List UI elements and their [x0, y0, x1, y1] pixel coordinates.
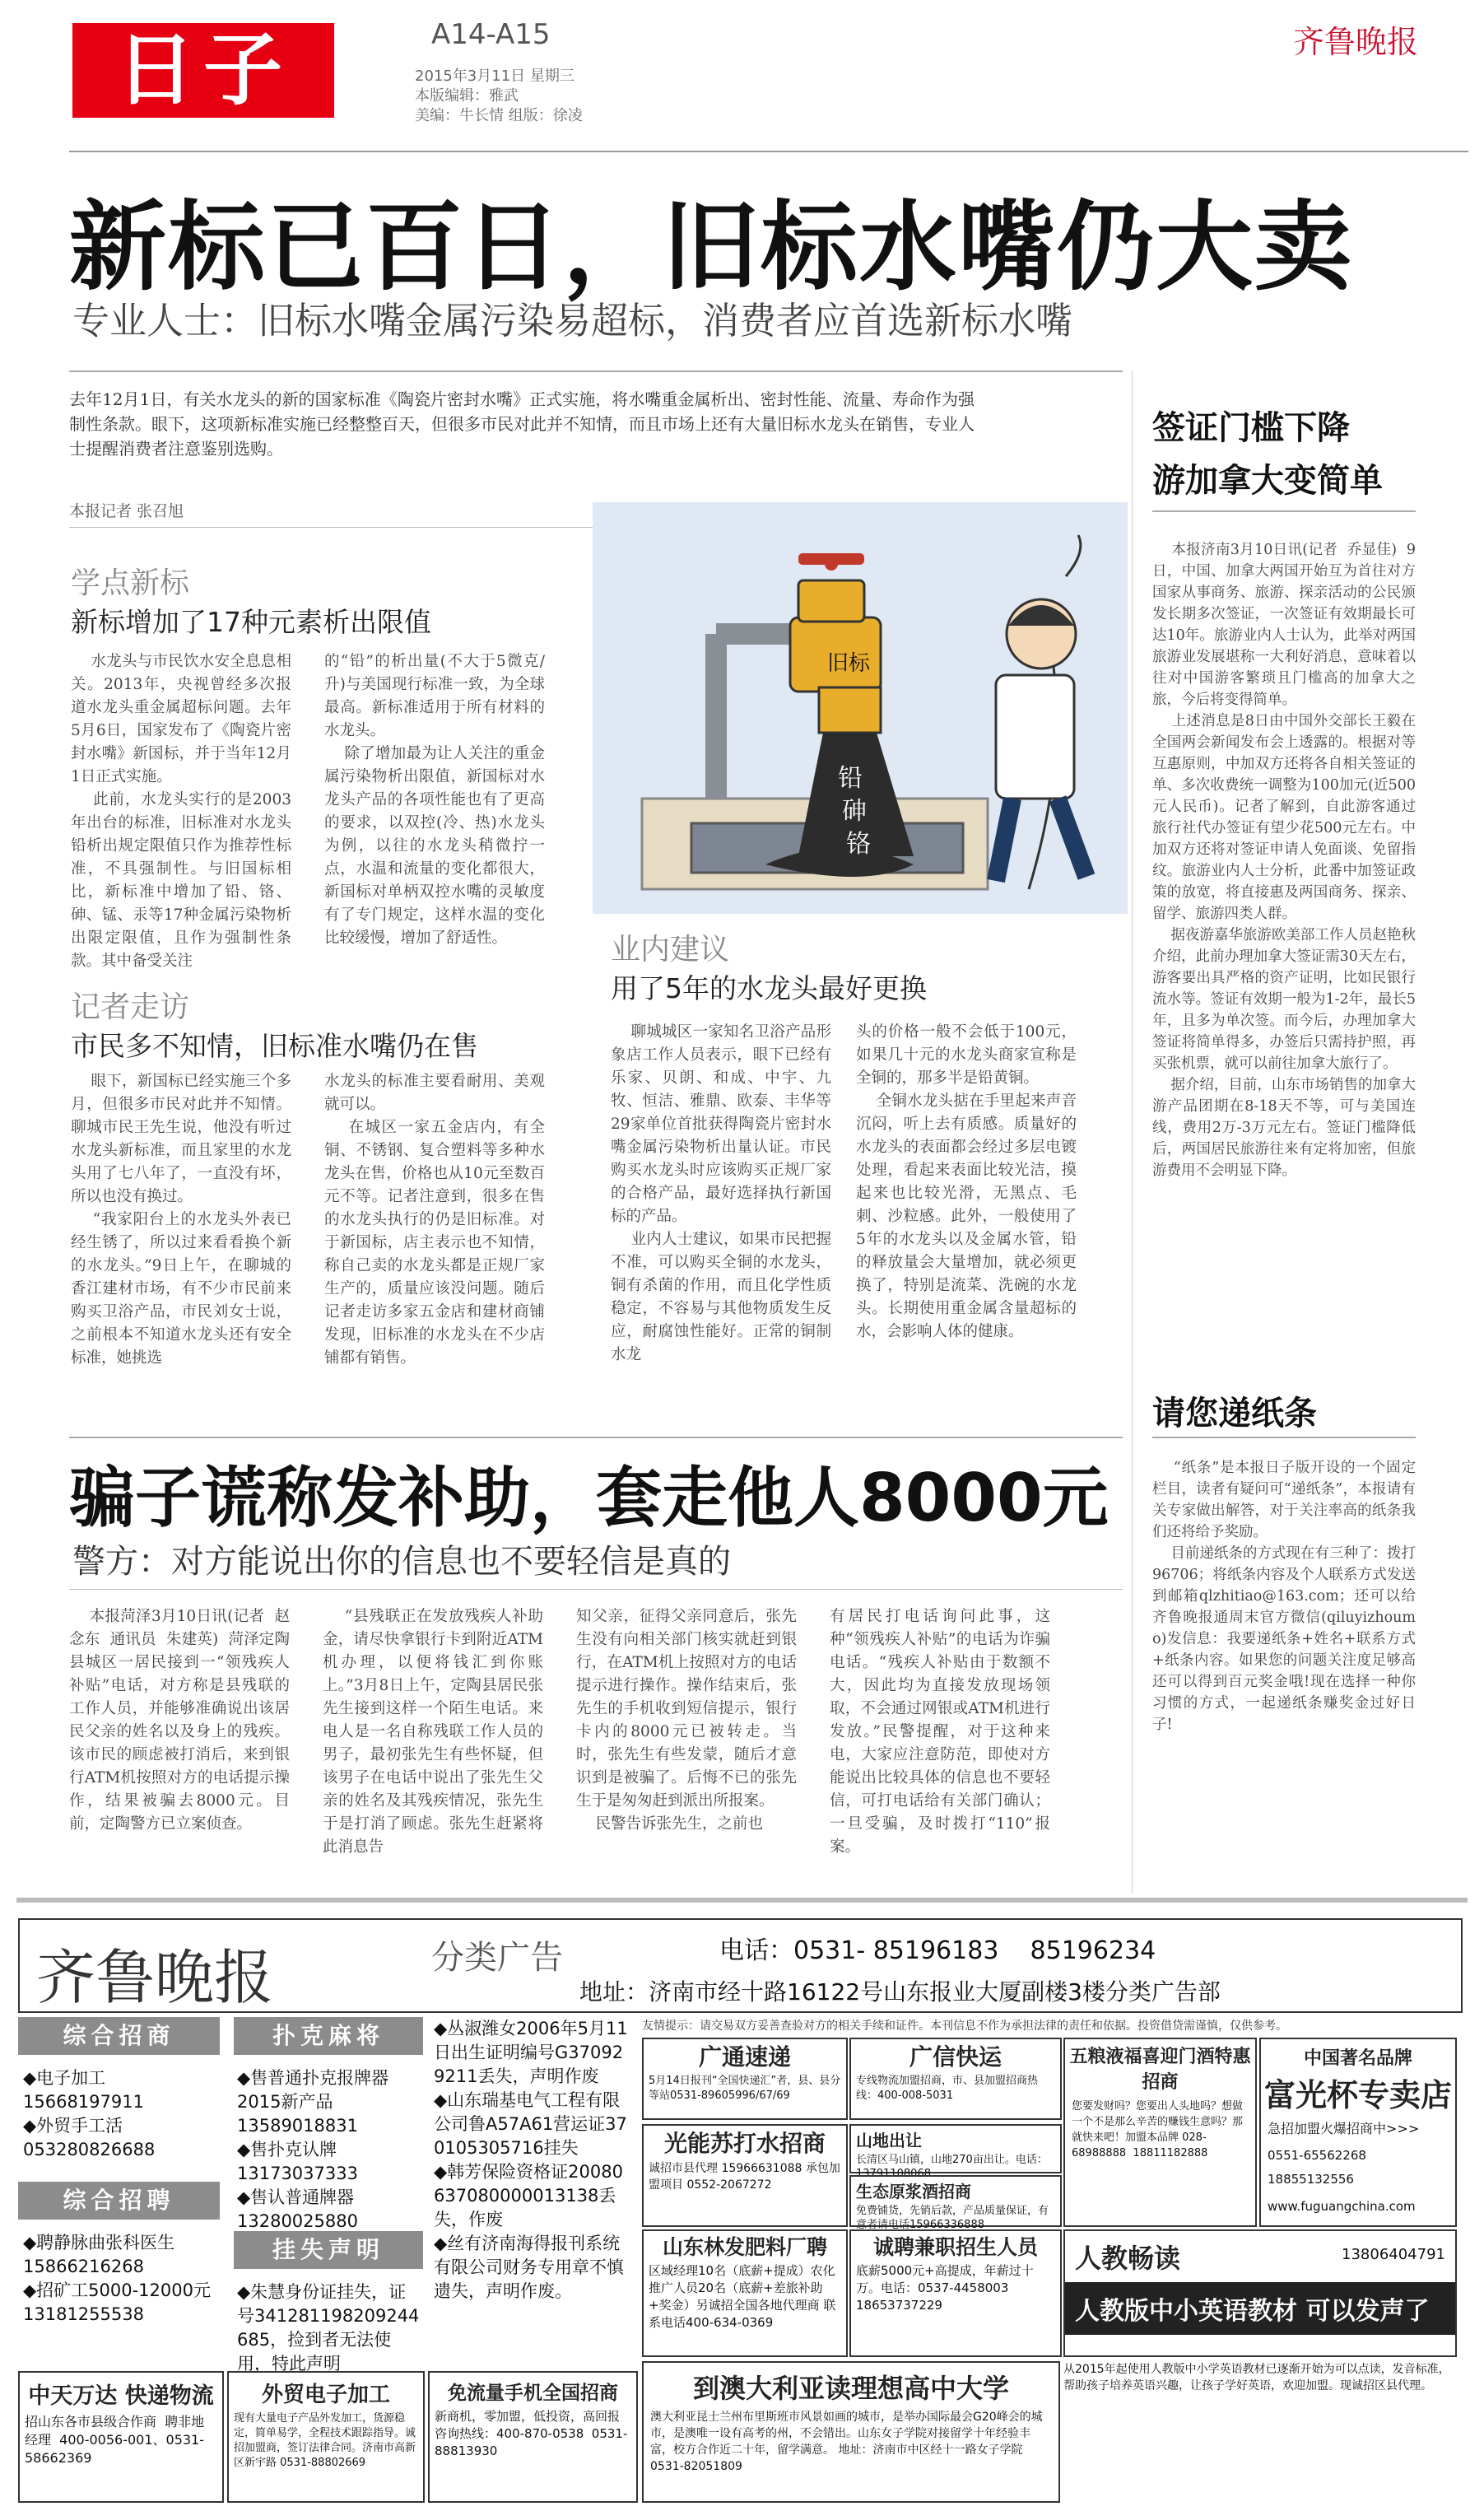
- fraud-col2: “县残联正在发放残疾人补助金，请尽快拿银行卡到附近ATM机办理，以便将钱汇到你账上。”3月8日上午，定陶县居民张先生接到这样一个陌生电话。来电人是一名自称残联工作人员的男子，最初张先生有些怀疑，但该男子在电话中说出了张先生父亲的姓名及其残疾情况，张先生于是打消了顾虑。张先生赶紧将此消息告: [323, 1608, 543, 1856]
- notes-body: “纸条”是本报日子版开设的一个固定栏目，读者有疑问可“递纸条”，本报请有关专家做出解答，对于关注率高的纸条我们还将给予奖励。 目前递纸条的方式现在有三种了：拨打96706；将纸条内容及个人联系方式发送到邮箱qlzhitiao@163.com；还可以给齐鲁晚报通周末官方微信(qiluyizhoumo)发信息：我要递纸条+姓名+联系方式+纸条内容。如果您的问题关注度足够高还可以得到百元奖金哦!现在选择一种你习惯的方式，一起递纸条赚奖金过好日子!: [1152, 1460, 1416, 1733]
- editor-credit: 本版编辑：雅武: [415, 87, 519, 105]
- listing-recruit: ◆聘静脉曲张科医生 15866216268 ◆招矿工5000-12000元 13181255538: [23, 2233, 211, 2324]
- ad-renjiao-note: 从2015年起使用人教版中小学英语教材已逐渐开始为可以点读，发音标准，帮助孩子培养英语兴趣，让孩子学好英语，欢迎加盟。现诚招区县代理。: [1063, 2363, 1450, 2392]
- listing-poker: ◆售普通扑克报牌器 2015新产品13589018831 ◆售扑克认牌 13173037333 ◆售认普通牌器 13280025880: [237, 2068, 389, 2231]
- ad-fuguang-brand: 富光杯专卖店: [1263, 2077, 1452, 2113]
- ad-guangnian-text: 诚招市县代理 15966631088 承包加盟项目 0552-2067272: [649, 2162, 840, 2192]
- ad-shandonglin-text: 区域经理10名（底薪+提成）农化推广人员20名（底薪+差旅补助+奖金）另诚招全国各地代理商 联系电话400-634-0369: [649, 2263, 836, 2330]
- visa-body: 本报济南3月10日讯(记者 乔显佳) 9日，中国、加拿大两国开始互为首往对方国家从事商务、旅游、探亲活动的公民颁发长期多次签证，一次签证有效期最长可达10年。旅游业内人士认为，此举对两国旅游业发展堪称一大利好消息，意味着以往对中国游客繁琐且门槛高的加拿大之旅，今后将变得简单。 上述消息是8日由中国外交部长王毅在全国两会新闻发布会上透露的。根据对等互惠原则，中加双方还将各自相关签证的单、多次收费统一调整为100加元(近500元人民币)。记者了解到，自此游客通过旅行社代办签证有望少花500元左右。中加双方还将对签证申请人免面谈、免留指纹。旅游业内人士分析，此番中加签证政策的放宽，将直接惠及两国商务、探亲、留学、旅游四类人群。 据夜游嘉华旅游欧美部工作人员赵艳秋介绍，此前办理加拿大签证需30天左右，游客要出具严格的资产证明，比如民银行流水等。签证有效期一般为1-2年，最长5年，且多为单次签。而今后，办理加拿大签证将简单得多，办签后只需持护照，再买张机票，就可以前往加拿大旅行了。 据介绍，目前，山东市场销售的加拿大游产品团期在8-18天不等，可与美国连线，费用2万-3万元左右。签证门槛降低后，两国居民旅游往来有定将加密，但旅游费用不会明显下降。: [1152, 542, 1416, 1179]
- ad-tongda-text: 5月14日报刊“全国快递汇”者，县、县分等站0531-89605996/67/69: [649, 2075, 841, 2102]
- notes-headline: 请您递纸条: [1152, 1395, 1317, 1433]
- ad-guangnian-title: 光能苏打水招商: [663, 2130, 826, 2157]
- pollutant-label-1: 铅: [838, 764, 863, 793]
- ad-mianliuliang-text: 新商机，零加盟，低投资，高回报 咨询热线：400-870-0538 0531-88813930: [435, 2409, 628, 2458]
- ad-shandonglin: [642, 2229, 848, 2357]
- ad-fuguang-url: www.fuguangchina.com: [1268, 2199, 1416, 2214]
- ad-shandi-text: 长清区马山镇，山地270亩出让。电话：13791108068: [856, 2154, 1048, 2180]
- ad-aodaliya-title: 到澳大利亚读理想高中大学: [692, 2373, 1009, 2404]
- fraud-top-divider: [69, 1437, 1123, 1438]
- ad-tongda: [642, 2038, 848, 2120]
- classifieds-phone: 电话：0531- 85196183 85196234: [719, 1936, 1156, 1965]
- lead-byline: 本报记者 张召旭: [69, 502, 184, 520]
- faucet-illustration: [593, 502, 1128, 914]
- section-visit-col1: 眼下，新国标已经实施三个多月，但很多市民对此并不知情。聊城市民王先生说，他没有听过水龙头新标准，而且家里的水龙头用了七八年了，一直没有坏，所以也没有换过。 “我家阳台上的水龙头外表已经生锈了，所以过来看看换个新的水龙头。”9日上午，在聊城的香江建材市场，有不少市民前来购买卫浴产品，市民刘女士说，之前根本不知道水龙头还有安全标准，她挑选: [71, 1073, 291, 1367]
- ad-zhongtian-text: 招山东各市县级合作商 聘非地经理 400-0056-001、0531-58662369: [25, 2414, 205, 2466]
- ad-xinxi-title: 广信快运: [909, 2043, 1002, 2071]
- lead-intro: 去年12月1日，有关水龙头的新的国家标准《陶瓷片密封水嘴》正式实施，将水嘴重金属析出、密封性能、流量、寿命作为强制性条款。眼下，这项新标准实施已经整整百天，但很多市民对此并不知情，而且市场上还有大量旧标水龙头在销售，专业人士提醒消费者注意鉴别选购。: [69, 389, 975, 459]
- newspaper-brand: 齐鲁晚报: [1292, 24, 1418, 60]
- section-label-advice: 业内建议: [611, 933, 730, 967]
- listing-investment: ◆电子加工15668197911 ◆外贸手工活 053280826688: [23, 2068, 156, 2159]
- banner-poker: 扑克麻将: [234, 2017, 423, 2055]
- ad-fuguang-title: 中国著名品牌: [1303, 2048, 1412, 2069]
- column-divider: [1132, 370, 1133, 1894]
- section-learn-col1: 水龙头与市民饮水安全息息相关。2013年，央视曾经多次报道水龙头重金属超标问题。去年5月6日，国家发布了《陶瓷片密封水嘴》新国标，并于当年12月1日正式实施。 此前，水龙头实行的是2003年出台的标准，旧标准对水龙头铅析出规定限值只作为推荐性标准，不具强制性。与旧国标相比，新标准中增加了铅、铬、砷、锰、汞等17种金属污染物析出限定限值，且作为强制性条款。其中备受关注: [71, 653, 291, 970]
- ad-fuguang: [1259, 2038, 1457, 2227]
- ad-waimao-text: 现有大量电子产品外发加工，货源稳定，简单易学，全程技术跟踪指导。诚招加盟商，签订法律合同。济南市高新区新宇路 0531-88802669: [234, 2412, 416, 2469]
- classifieds-separator: [16, 1898, 1468, 1903]
- section-title-advice: 用了5年的水龙头最好更换: [611, 972, 927, 1004]
- ad-fuguang-phone: 0551-65562268 18855132556: [1268, 2148, 1375, 2187]
- classifieds-address: 地址：济南市经十路16122号山东报业大厦副楼3楼分类广告部: [579, 1978, 1221, 2006]
- ad-renjiao-slogan: 人教版中小英语教材 可以发声了: [1065, 2282, 1455, 2335]
- classifieds-header: [18, 1918, 1463, 2013]
- ad-waimao-title: 外贸电子加工: [261, 2383, 390, 2407]
- ad-xinxi-text: 专线物流加盟招商，市、县加盟招商热线：400-008-5031: [856, 2075, 1039, 2102]
- ad-xinxi: [849, 2038, 1062, 2120]
- ad-shandi-title: 山地出让: [856, 2131, 922, 2150]
- section-visit-col2: 水龙头的标准主要看耐用、美观就可以。 在城区一家五金店内，有全铜、不锈钢、复合塑料等多种水龙头在售，价格也从10元至数百元不等。记者注意到，很多在售的水龙头执行的仍是旧标准。对于新国标，店主表示也不知情，称自己卖的水龙头都是正规厂家生产的，质量应该没问题。随后记者走访多家五金店和建材商铺发现，旧标准的水龙头在不少店铺都有销售。: [324, 1073, 545, 1367]
- visa-headline-line1: 签证门槛下降: [1152, 409, 1350, 447]
- ad-chengzhao: [849, 2229, 1062, 2357]
- top-divider: [69, 151, 1468, 152]
- lead-divider: [69, 370, 1123, 372]
- section-title-visit: 市民多不知情，旧标准水嘴仍在售: [71, 1030, 478, 1062]
- page-range: A14-A15: [431, 18, 551, 51]
- fraud-headline: 骗子谎称发补助，套走他人8000元: [69, 1460, 1109, 1536]
- lead-subheadline: 专业人士：旧标水嘴金属污染易超标，消费者应首选新标水嘴: [72, 299, 1073, 342]
- ad-renjiao-phone: 13806404791: [1342, 2246, 1445, 2263]
- section-logo: 日子: [72, 23, 334, 118]
- classifieds-title: 分类广告: [431, 1939, 563, 1977]
- ad-shandi: [849, 2124, 1062, 2180]
- ad-fuguang-sub: 急招加盟火爆招商中>>>: [1268, 2121, 1420, 2136]
- section-learn-col2: 的“铅”的析出量(不大于5微克/升)与美国现行标准一致，为全球最高。新标准适用于所有材料的水龙头。 除了增加最为让人关注的重金属污染物析出限值，新国标对水龙头产品的各项性能也有了更高的要求，以双控(冷、热)水龙头为例，以往的水龙头稍微拧一点，水温和流量的变化都很大，新国标对单柄双控水嘴的灵敏度有了专门规定，这样水温的变化比较缓慢，增加了舒适性。: [324, 653, 545, 947]
- fraud-subheadline: 警方：对方能说出你的信息也不要轻信是真的: [72, 1543, 731, 1581]
- fraud-col1: 本报菏泽3月10日讯(记者 赵念东 通讯员 朱建英) 菏泽定陶县城区一居民接到一“领残疾人补贴”电话，对方称是县残联的工作人员，并能够准确说出该居民父亲的姓名以及身上的残疾。该市民的顾虑被打消后，来到银行ATM机按照对方的电话提示操作，结果被骗去8000元。目前，定陶警方已立案侦查。: [69, 1608, 290, 1833]
- fraud-col3: 知父亲，征得父亲同意后，张先生没有向相关部门核实就赶到银行，在ATM机上按照对方的电话提示进行操作。操作结束后，张先生的手机收到短信提示，银行卡内的8000元已被转走。当时，张先生有些发蒙，随后才意识到是被骗了。后悔不已的张先生于是匆匆赶到派出所报案。 民警告诉张先生，之前也: [576, 1608, 797, 1833]
- pollutant-label-3: 铬: [846, 830, 871, 859]
- banner-lost: 挂失声明: [234, 2231, 423, 2269]
- ad-renjiao: [1063, 2229, 1457, 2357]
- ad-zhongtian-title: 中天万达 快递物流: [28, 2383, 214, 2409]
- section-title-learn: 新标增加了17种元素析出限值: [71, 606, 431, 638]
- fraud-divider: [69, 1589, 1123, 1590]
- visa-divider: [1152, 510, 1416, 512]
- ad-wuliang: [1063, 2038, 1257, 2227]
- ad-mianliuliang: [428, 2371, 638, 2503]
- classifieds-notice: 友情提示：请交易双方妥善查验对方的相关手续和证件。本刊信息不作为承担法律的责任和依据。投资借贷需谨慎，仅供参考。: [642, 2020, 1287, 2033]
- ad-zhongtian: [18, 2371, 224, 2503]
- notes-divider: [1152, 1437, 1416, 1438]
- ad-renjiao-title: 人教畅读: [1075, 2243, 1181, 2274]
- ad-wuliang-text: 您要发财吗？您要出人头地吗？想做一个不是那么辛苦的赚钱生意吗？那就快来吧！加盟本品牌 028-68988888 18811182888: [1072, 2100, 1244, 2159]
- pollutant-label-2: 砷: [842, 797, 867, 826]
- section-label-learn: 学点新标: [71, 566, 190, 600]
- ad-mianliuliang-title: 免流量手机全国招商: [448, 2383, 618, 2404]
- fraud-col4: 有居民打电话询问此事，这种“领残疾人补贴”的电话为诈骗电话。“残疾人补贴由于数额不大，因此均为直接发放现场领取，不会通过网银或ATM机进行发放。”民警提醒，对于这种来电，大家应注意防范，即使对方能说出比较具体的信息也不要轻信，可打电话给有关部门确认；一旦受骗，及时拨打“110”报案。: [830, 1608, 1050, 1856]
- section-advice-col2: 头的价格一般不会低于100元，如果几十元的水龙头商家宣称是全铜的，那多半是铅黄铜。 全铜水龙头掂在手里起来声音沉闷，听上去有质感。质量好的水龙头的表面都会经过多层电镀处理，看起来表面比较光洁，摸起来也比较光滑，无黑点、毛刺、沙粒感。此外，一般使用了5年的水龙头以及金属水管，铅的释放量会大量增加，就必须更换了，特别是流菜、洗碗的水龙头。长期使用重金属含量超标的水，会影响人体的健康。: [856, 1023, 1077, 1340]
- ad-shengtai-text: 免费铺货，先销后款，产品质量保证，有意者请电话15966336888: [856, 2205, 1049, 2231]
- illustration-label: 旧标: [827, 651, 871, 676]
- ad-shengtai: [849, 2175, 1062, 2231]
- listing-lost-id: ◆朱慧身份证挂失，证号341281198209244685，捡到者无法使用，特此声明: [237, 2282, 420, 2374]
- classifieds-brand: 齐鲁晚报: [36, 1943, 274, 2012]
- ad-aodaliya-text: 澳大利亚昆士兰州布里斯班市风景如画的城市，是举办国际最会G20峰会的城市，是澳唯一设有高考的州，不会错出。山东女子学院对接留学十年经验丰富，校方合作近二十年，留学满意。 地址：济南市中区经十一路女子学院 0531-82051809: [650, 2411, 1043, 2473]
- ad-tongda-title: 广通速递: [698, 2043, 791, 2071]
- ad-shengtai-title: 生态原浆酒招商: [856, 2182, 971, 2201]
- ad-chengzhao-text: 底薪5000元+高提成，年薪过十万。电话：0537-4458003 18653737229: [856, 2263, 1034, 2313]
- ad-wuliang-title: 五粮液福喜迎门酒特惠招商: [1069, 2047, 1251, 2093]
- ad-guangnian: [642, 2124, 848, 2227]
- banner-recruit: 综合招聘: [18, 2182, 220, 2220]
- lead-headline: 新标已百日，旧标水嘴仍大卖: [69, 190, 1354, 304]
- section-label-visit: 记者走访: [71, 990, 190, 1024]
- visa-headline-line2: 游加拿大变简单: [1152, 462, 1383, 500]
- art-credit: 美编：牛长情 组版：徐凌: [415, 107, 583, 124]
- banner-investment: 综合招商: [18, 2017, 220, 2055]
- ad-shandonglin-title: 山东林发肥料厂聘: [662, 2235, 827, 2259]
- ad-waimao: [227, 2371, 425, 2503]
- section-advice-col1: 聊城城区一家知名卫浴产品形象店工作人员表示，眼下已经有乐家、贝朗、和成、中宇、九牧、恒洁、雅鼎、欧泰、丰华等29家单位首批获得陶瓷片密封水嘴金属污染物析出量认证。市民购买水龙头时应该购买正规厂家的合格产品，最好选择执行新国标的产品。 业内人士建议，如果市民把握不准，可以购买全铜的水龙头，铜有杀菌的作用，而且化学性质稳定，不容易与其他物质发生反应，耐腐蚀性能好。正常的铜制水龙: [611, 1023, 831, 1363]
- listing-lost-notices: ◆丛淑潍女2006年5月11日出生证明编号G370929211丢失，声明作废 ◆山东瑞基电气工程有限公司鲁A57A61营运证370105305716挂失 ◆韩芳保险资格证20080637080000013138丢失，作废 ◆丝有济南海得报刊系统有限公司财务专用章不慎遗失，声明作废。: [434, 2019, 628, 2301]
- ad-chengzhao-title: 诚聘兼职招生人员: [872, 2235, 1038, 2259]
- issue-date: 2015年3月11日 星期三: [415, 68, 575, 85]
- ad-aodaliya: [642, 2361, 1060, 2503]
